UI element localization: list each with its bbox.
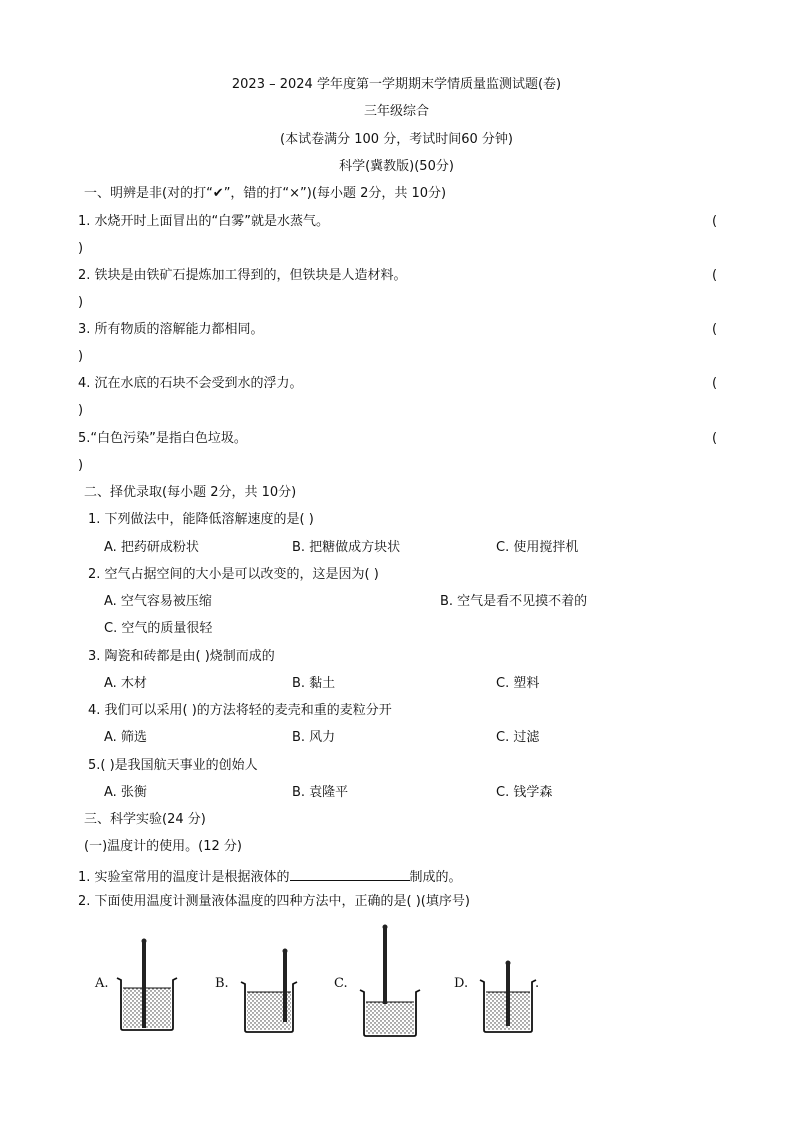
judge-item-text: 2. 铁块是由铁矿石提炼加工得到的，但铁块是人造材料。 [78,268,407,283]
beaker-b-icon [241,982,297,1032]
judge-item-text: 1. 水烧开时上面冒出的“白雾”就是水蒸气。 [78,214,330,229]
answer-paren-open[interactable]: ( [712,376,718,391]
thermometer-b-icon [283,949,288,1023]
answer-paren-close: ) [78,349,84,364]
judge-item-text: 3. 所有物质的溶解能力都相同。 [78,322,264,337]
answer-paren-close: ) [78,295,84,310]
answer-paren-open[interactable]: ( [712,322,718,337]
choice-option-b[interactable]: B. 黏土 [292,676,336,691]
section2-heading: 二、择优录取(每小题 2分，共 10分) [84,485,297,500]
choice-stem-1: 1. 下列做法中，能降低溶解速度的是( ) [88,512,314,527]
subject-title: 科学(冀教版)(50分) [339,159,454,174]
answer-paren-open[interactable]: ( [712,431,718,446]
choice-option-a[interactable]: A. 空气容易被压缩 [104,594,212,609]
answer-paren-close: ) [78,241,84,256]
fill-question-suffix: 制成的。 [409,870,462,885]
beaker-c-icon [360,990,420,1036]
fill-question-prefix: 1. 实验室常用的温度计是根据液体的 [78,870,290,885]
figure-trailing-dot: . [535,976,540,991]
choice-stem-2: 2. 空气占据空间的大小是可以改变的，这是因为( ) [88,567,379,582]
choice-option-c[interactable]: C. 过滤 [496,730,540,745]
choice-option-a[interactable]: A. 把药研成粉状 [104,540,199,555]
answer-paren-close: ) [78,403,84,418]
beaker-a-icon [117,978,177,1030]
choice-stem-3: 3. 陶瓷和砖都是由( )烧制而成的 [88,649,275,664]
choice-option-b[interactable]: B. 风力 [292,730,336,745]
figure-label-c: C. [334,976,348,991]
section3-heading: 三、科学实验(24 分) [84,812,206,827]
judge-item-text: 4. 沉在水底的石块不会受到水的浮力。 [78,376,303,391]
choice-option-b[interactable]: B. 袁隆平 [292,785,349,800]
choice-option-b[interactable]: B. 空气是看不见摸不着的 [440,594,588,609]
thermometer-figures [0,920,793,1040]
grade-title: 三年级综合 [363,104,429,119]
figure-label-b: B. [215,976,229,991]
choice-stem-4: 4. 我们可以采用( )的方法将轻的麦壳和重的麦粒分开 [88,703,392,718]
answer-paren-close: ) [78,458,84,473]
thermometer-a-icon [142,939,147,1029]
choice-option-c[interactable]: C. 塑料 [496,676,540,691]
choice-question-2: 2. 下面使用温度计测量液体温度的四种方法中，正确的是( )(填序号) [78,894,470,909]
fill-blank[interactable] [290,866,410,881]
section1-heading: 一、明辨是非(对的打“✔”，错的打“×”)(每小题 2分，共 10分) [84,186,447,201]
fill-question-1 [78,866,462,887]
choice-option-c[interactable]: C. 使用搅拌机 [496,540,579,555]
thermometer-c-icon [383,925,388,1005]
exam-title: 2023 – 2024 学年度第一学期期末学情质量监测试题(卷) [231,77,562,92]
choice-option-c[interactable]: C. 空气的质量很轻 [104,621,213,636]
choice-option-a[interactable]: A. 木材 [104,676,147,691]
answer-paren-open[interactable]: ( [712,214,718,229]
section3-sub-heading: (一)温度计的使用。(12 分) [84,839,242,854]
choice-option-b[interactable]: B. 把糖做成方块状 [292,540,401,555]
figure-label-a: A. [95,976,109,991]
exam-info: (本试卷满分 100 分，考试时间60 分钟) [280,132,513,147]
choice-stem-5: 5.( )是我国航天事业的创始人 [88,758,258,773]
figure-label-d: D. [454,976,469,991]
choice-option-c[interactable]: C. 钱学森 [496,785,553,800]
thermometer-d-icon [506,961,511,1027]
choice-option-a[interactable]: A. 张衡 [104,785,147,800]
choice-option-a[interactable]: A. 筛选 [104,730,147,745]
judge-item-text: 5.“白色污染”是指白色垃圾。 [78,431,247,446]
answer-paren-open[interactable]: ( [712,268,718,283]
